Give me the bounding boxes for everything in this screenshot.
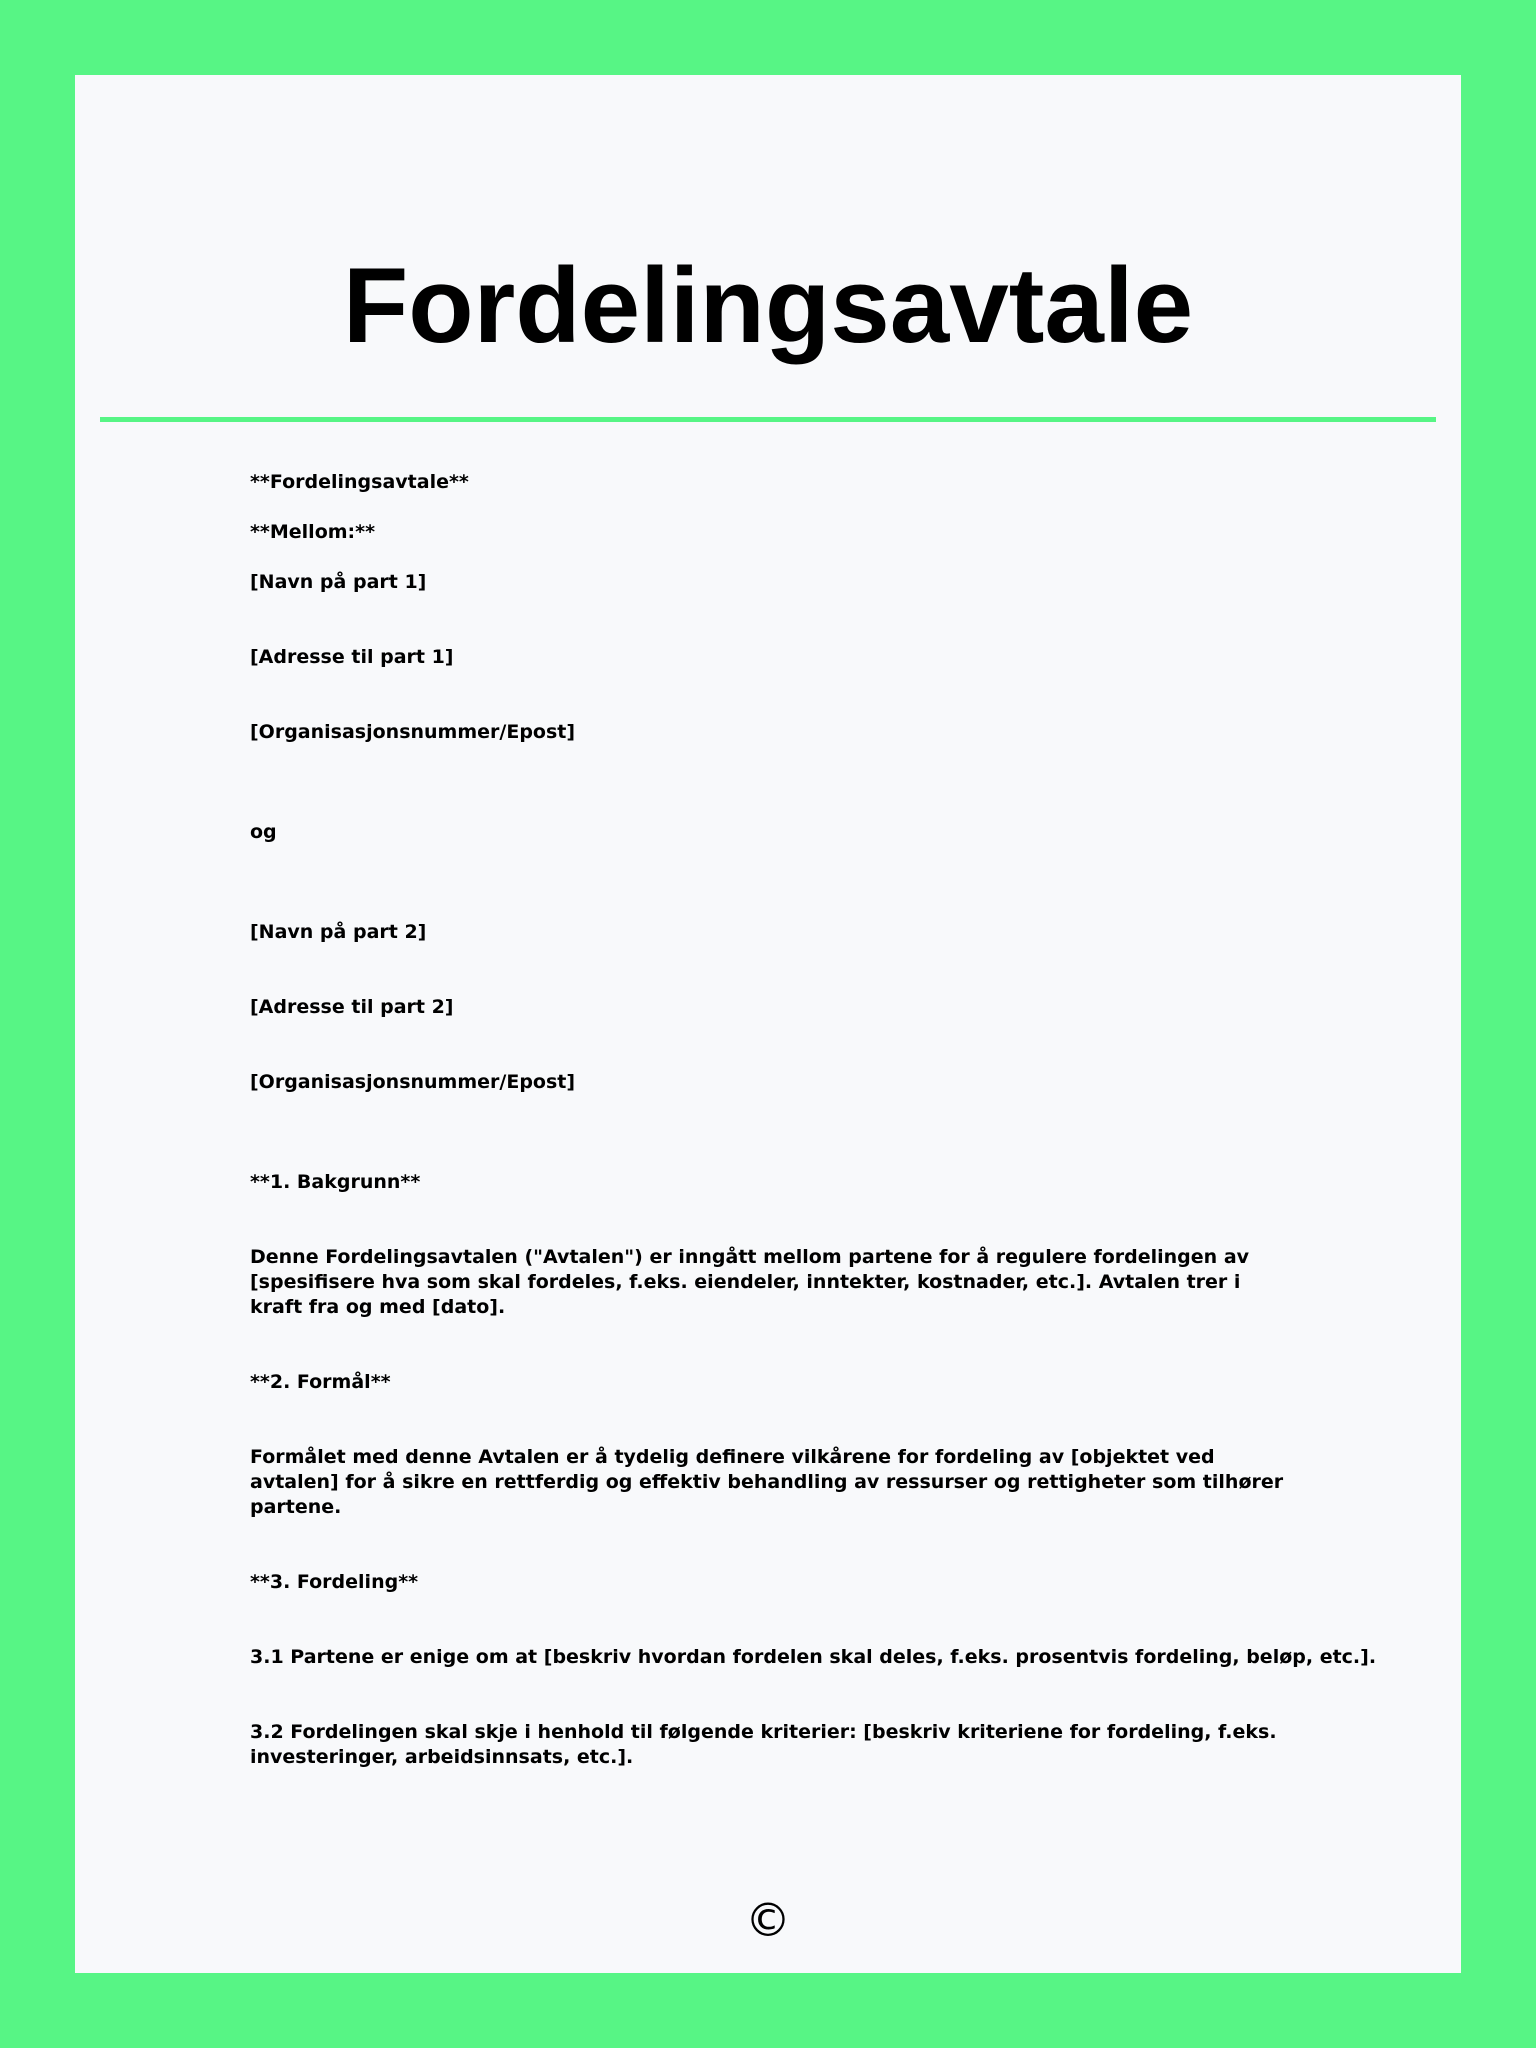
title-divider (100, 417, 1436, 422)
party2-name: [Navn på part 2] (250, 921, 427, 943)
and-line: og (250, 821, 277, 843)
party2-org: [Organisasjonsnummer/Epost] (250, 1071, 576, 1093)
section2-heading: **2. Formål** (250, 1371, 391, 1393)
section1-heading: **1. Bakgrunn** (250, 1171, 421, 1193)
party1-name: [Navn på part 1] (250, 571, 427, 593)
section3-heading: **3. Fordeling** (250, 1571, 419, 1593)
party2-address: [Adresse til part 2] (250, 996, 454, 1018)
document-page (75, 75, 1461, 1973)
clause-3-2: 3.2 Fordelingen skal skje i henhold til følgende kriterier: [beskriv kriteriene for fordeling, f.eks. investeringer, arbeidsinnsats, etc.]. (250, 1721, 1277, 1768)
copyright-icon: © (745, 1893, 791, 1947)
heading-line: **Fordelingsavtale** (250, 471, 469, 493)
clause-3-1: 3.1 Partene er enige om at [beskriv hvordan fordelen skal deles, f.eks. prosentvis fordeling, beløp, etc.]. (250, 1646, 1377, 1668)
section2-text: Formålet med denne Avtalen er å tydelig definere vilkårene for fordeling av [objektet ved avtalen] for å sikre en rettferdig og effektiv behandling av ressurser og rettigheter som tilhører partene. (250, 1446, 1284, 1518)
document-title: Fordelingsavtale (342, 245, 1194, 365)
section1-text: Denne Fordelingsavtalen ("Avtalen") er inngått mellom partene for å regulere fordelingen av [spesifisere hva som skal fordeles, f.eks. eiendeler, inntekter, kostnader, etc.]. Avtalen trer i kraft fra og med [dato]. (250, 1246, 1250, 1318)
between-line: **Mellom:** (250, 521, 376, 543)
party1-org: [Organisasjonsnummer/Epost] (250, 721, 576, 743)
party1-address: [Adresse til part 1] (250, 646, 454, 668)
